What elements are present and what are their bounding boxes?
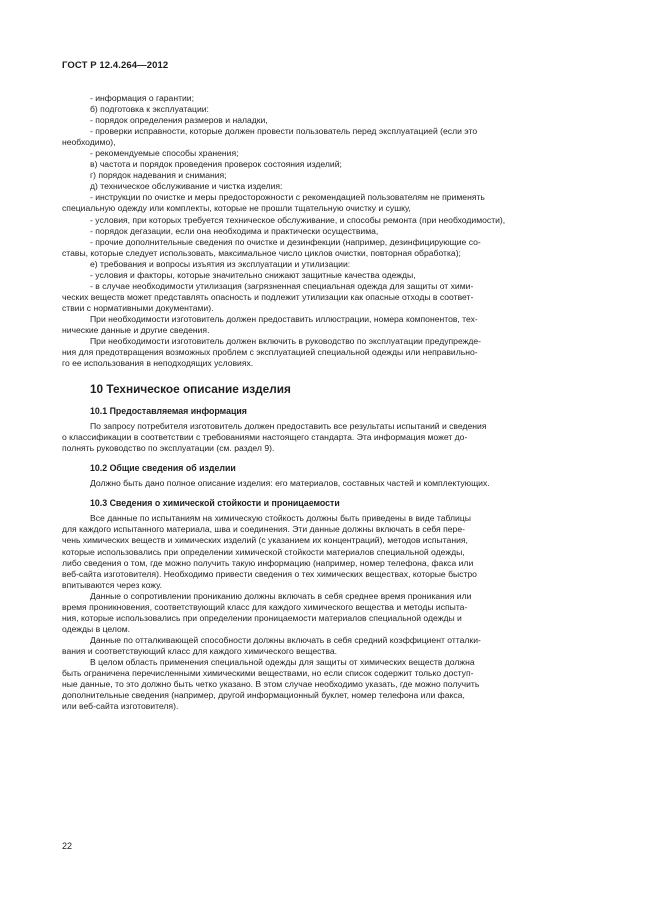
body-line: е) требования и вопросы изъятия из эксплуатации и утилизации: (90, 258, 351, 269)
body-line: По запросу потребителя изготовитель должен предоставить все результаты испытаний и сведения (90, 421, 487, 432)
body-line: либо сведения о том, где можно получить такую информацию (например, номер телефона, факса или (62, 557, 474, 568)
body-line: специальную одежду или комплекты, которые не прошли тщательную очистку и сушку, (62, 203, 411, 214)
body-line: б) подготовка к эксплуатации: (90, 104, 209, 115)
body-line: - рекомендуемые способы хранения; (90, 148, 239, 159)
body-line: д) техническое обслуживание и чистка изделия: (90, 181, 283, 192)
body-line: необходимо), (62, 137, 116, 148)
body-line: время проникновения, соответствующий класс для каждого химического вещества и методы испыта- (62, 601, 468, 612)
document-body (62, 93, 598, 712)
body-line: В целом область применения специальной одежды для защиты от химических веществ должна (90, 656, 475, 667)
body-line: ния для предотвращения возможных проблем с эксплуатацией специальной одежды или неправильно- (62, 347, 478, 358)
body-line: для каждого испытанного материала, шва и соединения. Эти данные должны включать в себя пере- (62, 524, 465, 535)
body-line: чень химических веществ и химических изделий (с указанием их концентраций), методов испытания, (62, 535, 468, 546)
body-line: в) частота и порядок проведения проверок состояния изделий; (90, 159, 342, 170)
body-line: быть ограничена перечисленными химическими веществами, но если список содержит только доступ- (62, 668, 474, 679)
body-line: ствии с нормативными документами). (62, 302, 214, 313)
page-number: 22 (62, 841, 73, 851)
body-line: ческих веществ может представлять опасность и подлежит утилизации как опасные отходы в соответ- (62, 291, 474, 302)
body-line: - проверки исправности, которые должен провести пользователь перед эксплуатацией (если это (90, 126, 478, 137)
body-line: При необходимости изготовитель должен предоставить иллюстрации, номера компонентов, тех- (90, 313, 478, 324)
body-line: - порядок определения размеров и наладки, (90, 115, 268, 126)
body-line: Данные по отталкивающей способности должны включать в себя средний коэффициент отталки- (90, 634, 481, 645)
body-line: го ее использования в неподходящих условиях. (62, 358, 254, 369)
document-header: ГОСТ Р 12.4.264—2012 (62, 60, 169, 71)
body-line: Данные о сопротивлении прониканию должны включать в себя среднее время проникания или (90, 590, 472, 601)
body-line: Все данные по испытаниям на химическую стойкость должны быть приведены в виде таблицы (90, 513, 471, 524)
body-line: - прочие дополнительные сведения по очистке и дезинфекции (например, дезинфицирующие со- (90, 236, 481, 247)
body-line: ния, которые использовались при определении проницаемости материалов специальной одежды и (62, 612, 462, 623)
body-line: - порядок дегазации, если она необходима и практически осуществима, (90, 225, 379, 236)
body-line: дополнительные сведения (например, другой информационный буклет, номер телефона или факса, (62, 690, 465, 701)
body-line: которые использовались при определении химической стойкости материалов специальной одежды, (62, 546, 465, 557)
body-line: нические данные и другие сведения. (62, 324, 210, 335)
section-title-10: 10 Техническое описание изделия (90, 382, 291, 397)
body-line: При необходимости изготовитель должен включить в руководство по эксплуатации предупрежде- (90, 336, 482, 347)
body-line: о классификации в соответствии с требованиями настоящего стандарта. Эта информация может до- (62, 432, 468, 443)
subsection-title-10-3: 10.3 Сведения о химической стойкости и проницаемости (90, 498, 340, 509)
subsection-title-10-1: 10.1 Предоставляемая информация (90, 406, 247, 417)
body-line: ные данные, то это должно быть четко указано. В этом случае необходимо указать, где можно получить (62, 679, 480, 690)
body-line: Должно быть дано полное описание изделия: его материалов, составных частей и комплектующих. (90, 478, 490, 489)
body-line: полнять руководство по эксплуатации (см. раздел 9). (62, 443, 275, 454)
body-line: г) порядок надевания и снимания; (90, 170, 227, 181)
body-line: или веб-сайта изготовителя). (62, 701, 179, 712)
body-line: - в случае необходимости утилизация (загрязненная специальная одежда для защиты от хими- (90, 280, 474, 291)
body-line: ставы, которые следует использовать, максимальное число циклов очистки, повторная обработка); (62, 247, 461, 258)
body-line: одежды в целом. (62, 623, 131, 634)
subsection-title-10-2: 10.2 Общие сведения об изделии (90, 463, 236, 474)
body-line: - информация о гарантии; (90, 93, 194, 103)
body-line: - инструкции по очистке и меры предосторожности с рекомендацией пользователям не применять (90, 192, 485, 203)
body-line: - условия, при которых требуется техническое обслуживание, и способы ремонта (при необходимости), (90, 214, 506, 225)
body-line: веб-сайта изготовителя). Необходимо привести сведения о тех химических веществах, которые быстро (62, 568, 477, 579)
body-line: впитываются через кожу. (62, 579, 162, 590)
body-line: вания и соответствующий класс для каждого химического вещества. (62, 645, 337, 656)
body-line: - условия и факторы, которые значительно снижают защитные качества одежды, (90, 269, 416, 280)
